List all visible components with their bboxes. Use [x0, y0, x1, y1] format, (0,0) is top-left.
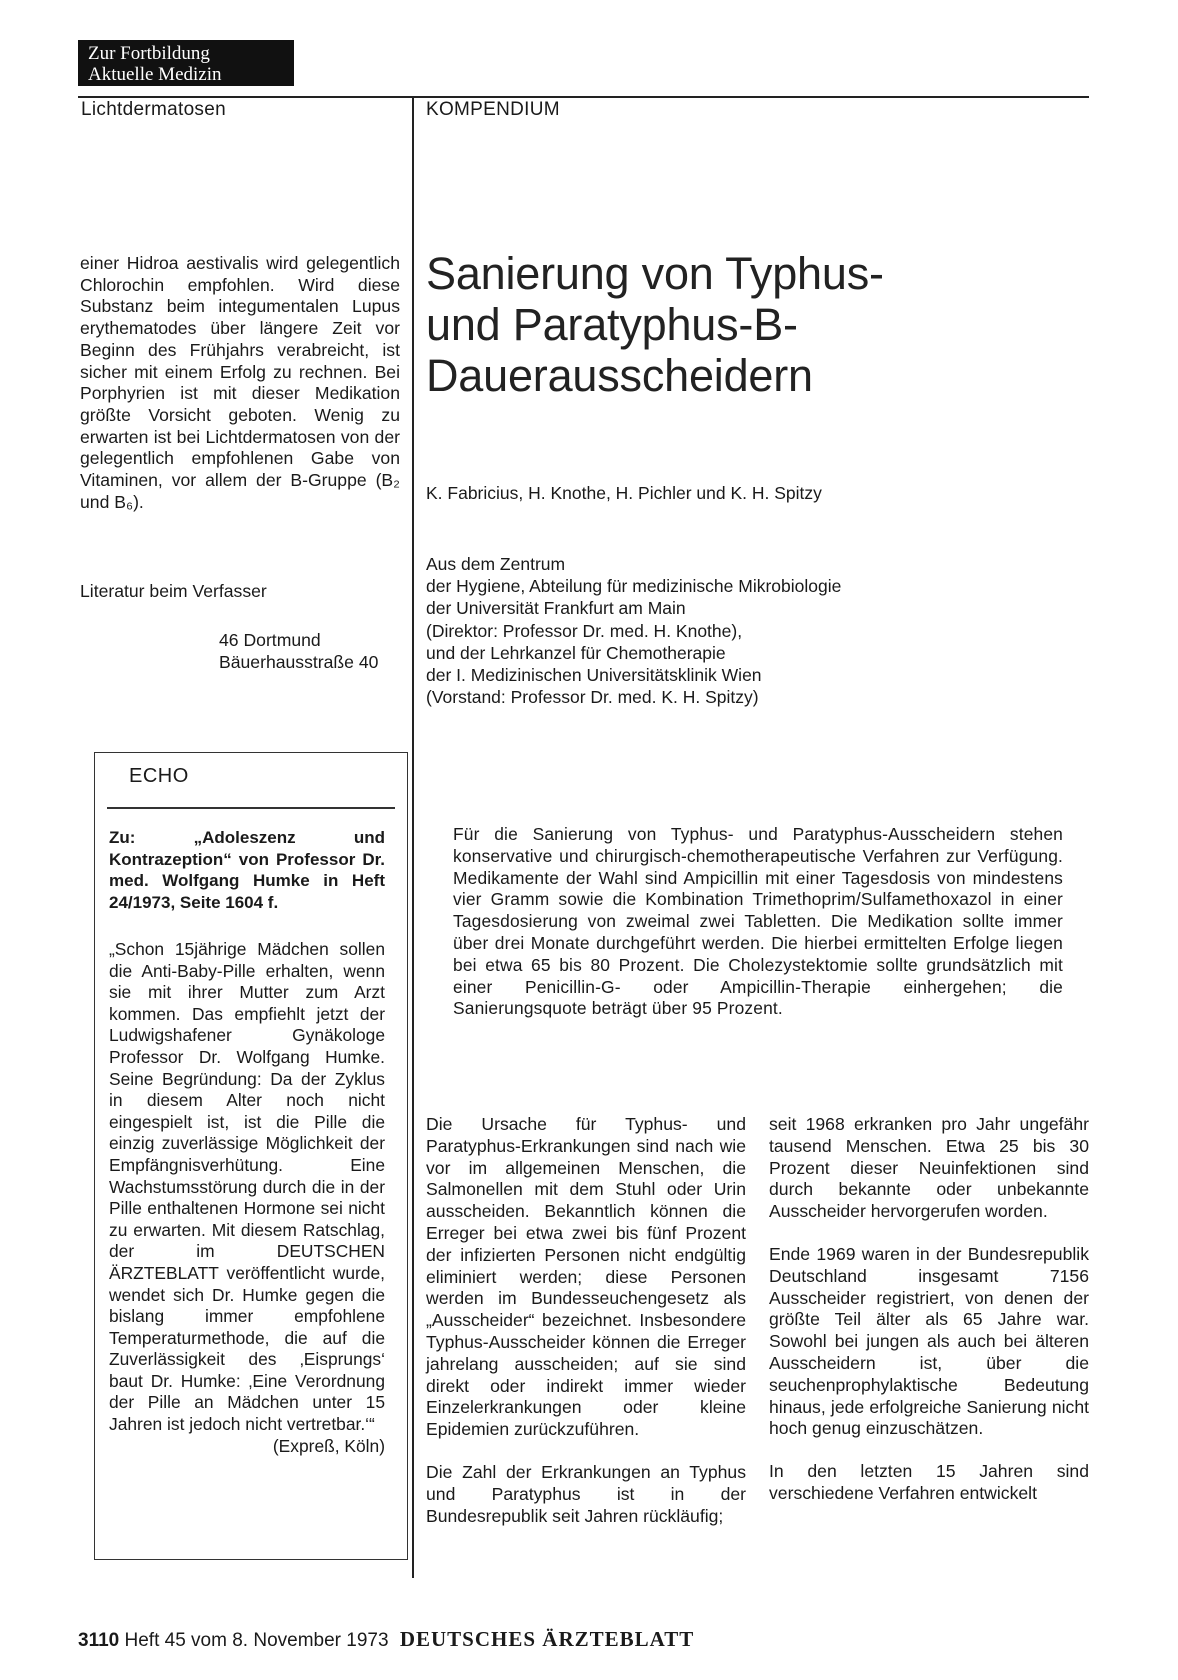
- body-paragraph: Die Zahl der Erkrankungen an Typhus und Paratyphus ist in der Bundesrepublik seit Jahren rückläufig;: [426, 1461, 746, 1526]
- literature-note: Literatur beim Verfasser: [80, 581, 267, 601]
- left-paragraph: einer Hidroa aestivalis wird gelegentlich Chlorochin empfohlen. Wird diese Substanz beim integumentalen Lupus erythematodes über längere Zeit vor Beginn des Frühjahrs verabreicht, ist sicher mit einem Erfolg zu rechnen. Bei Porphyrien ist mit dieser Medikation größte Vorsicht geboten. Wenig zu erwarten ist bei Lichtdermatosen von der gelegentlich empfohlenen Gabe von Vitaminen, vor allem der B-Gruppe (B₂ und B₆).: [80, 253, 400, 512]
- body-paragraph: seit 1968 erkranken pro Jahr ungefähr tausend Menschen. Etwa 25 bis 30 Prozent dieser Neuinfektionen sind durch bekannte oder unbekannte Ausscheider hervorgerufen worden.: [769, 1114, 1089, 1222]
- affiliation-line: der I. Medizinischen Universitätsklinik Wien: [426, 665, 762, 686]
- page-number: 3110: [78, 1630, 120, 1651]
- body-paragraph: In den letzten 15 Jahren sind verschiedene Verfahren entwickelt: [769, 1461, 1089, 1503]
- echo-title: ECHO: [129, 765, 189, 787]
- title-line-3: Dauerausscheidern: [426, 350, 813, 401]
- body-paragraph: Die Ursache für Typhus- und Paratyphus-Erkrankungen sind nach wie vor im allgemeinen Menschen, die Salmonellen mit dem Stuhl oder Urin ausscheiden. Bekanntlich können die Erreger bei etwa zwei bis fünf Prozent der infizierten Personen nicht endgültig eliminiert werden; diese Personen werden im Bundesseuchengesetz als „Ausscheider“ bezeichnet. Insbesondere Typhus-Ausscheider können die Erreger jahrelang ausscheiden; auf sie sind direkt oder indirekt immer wieder Einzelerkrankungen oder kleine Epidemien zurückzuführen.: [426, 1114, 746, 1440]
- section-badge: [78, 40, 294, 86]
- affiliation-line: der Hygiene, Abteilung für medizinische Mikrobiologie: [426, 576, 842, 597]
- article-affiliation: [426, 553, 841, 708]
- affiliation-line: und der Lehrkanzel für Chemotherapie: [426, 642, 726, 663]
- address-line-2: Bäuerhausstraße 40: [219, 652, 379, 672]
- page-footer: [78, 1627, 694, 1652]
- badge-line-2: Aktuelle Medizin: [88, 64, 222, 85]
- title-line-1: Sanierung von Typhus-: [426, 248, 884, 299]
- echo-rule: [107, 807, 395, 809]
- body-column-1: [426, 1114, 746, 1548]
- echo-headline: Zu: „Adoleszenz und Kontrazeption“ von Professor Dr. med. Wolfgang Humke in Heft 24/1973, Seite 1604 f.: [109, 828, 385, 912]
- echo-quote: „Schon 15jährige Mädchen sollen die Anti-Baby-Pille erhalten, wenn sie mit ihrer Mutter zum Arzt kommen. Das empfiehlt jetzt der Ludwigshafener Gynäkologe Professor Dr. Wolfgang Humke. Seine Begründung: Da der Zyklus in diesem Alter noch nicht eingespielt ist, ist die Pille die einzig zuverlässige Möglichkeit der Empfängnisverhütung. Eine Wachstumsstörung durch die in der Pille enthaltenen Hormone sei nicht zu erwarten. Mit diesem Ratschlag, der im DEUTSCHEN ÄRZTEBLATT veröffentlicht wurde, wendet sich Dr. Humke gegen die bislang immer empfohlene Temperaturmethode, die auf die Zuverlässigkeit des ‚Eisprungs‘ baut Dr. Humke: ‚Eine Verordnung der Pille an Mädchen unter 15 Jahren ist jedoch nicht vertretbar.‘“: [109, 939, 385, 1435]
- author-address: [219, 629, 378, 673]
- article-authors: K. Fabricius, H. Knothe, H. Pichler und K. H. Spitzy: [426, 483, 822, 503]
- issue-info: Heft 45 vom 8. November 1973: [124, 1630, 389, 1651]
- echo-source: (Expreß, Köln): [272, 1435, 385, 1456]
- header-rule: [78, 96, 1089, 98]
- column-divider: [412, 96, 414, 1578]
- affiliation-line: der Universität Frankfurt am Main: [426, 598, 686, 619]
- echo-body: [109, 939, 385, 1457]
- journal-name: DEUTSCHES ÄRZTEBLATT: [399, 1627, 695, 1651]
- affiliation-line: (Vorstand: Professor Dr. med. K. H. Spitzy): [426, 687, 759, 708]
- article-title: [426, 248, 884, 401]
- body-paragraph: Ende 1969 waren in der Bundesrepublik Deutschland insgesamt 7156 Ausscheider registriert, von denen der größte Teil älter als 65 Jahre war. Sowohl bei jungen als auch bei älteren Ausscheidern ist, über die seuchenprophylaktische Bedeutung hinaus, jede erfolgreiche Sanierung nicht hoch genug einzuschätzen.: [769, 1243, 1089, 1439]
- header-left-topic: Lichtdermatosen: [81, 99, 226, 120]
- affiliation-line: (Direktor: Professor Dr. med. H. Knothe),: [426, 620, 743, 641]
- affiliation-line: Aus dem Zentrum: [426, 554, 566, 574]
- title-line-2: und Paratyphus-B-: [426, 299, 798, 350]
- badge-line-1: Zur Fortbildung: [88, 43, 210, 64]
- article-abstract: Für die Sanierung von Typhus- und Paratyphus-Ausscheidern stehen konservative und chirurgisch-chemotherapeutische Verfahren zur Verfügung. Medikamente der Wahl sind Ampicillin mit einer Tagesdosis von mindestens vier Gramm sowie die Kombination Trimethoprim/Sulfamethoxazol in einer Tagesdosierung von zweimal zwei Tabletten. Die Medikation sollte immer über drei Monate durchgeführt werden. Die hierbei ermittelten Erfolge liegen bei etwa 65 bis 80 Prozent. Die Cholezystektomie sollte grundsätzlich mit einer Penicillin-G- oder Ampicillin-Therapie einhergehen; die Sanierungsquote beträgt über 95 Prozent.: [453, 824, 1063, 1019]
- body-column-2: [769, 1114, 1089, 1526]
- address-line-1: 46 Dortmund: [219, 630, 321, 650]
- left-column-text: [80, 253, 400, 513]
- header-right-section: KOMPENDIUM: [426, 99, 560, 120]
- echo-box: [94, 752, 408, 1560]
